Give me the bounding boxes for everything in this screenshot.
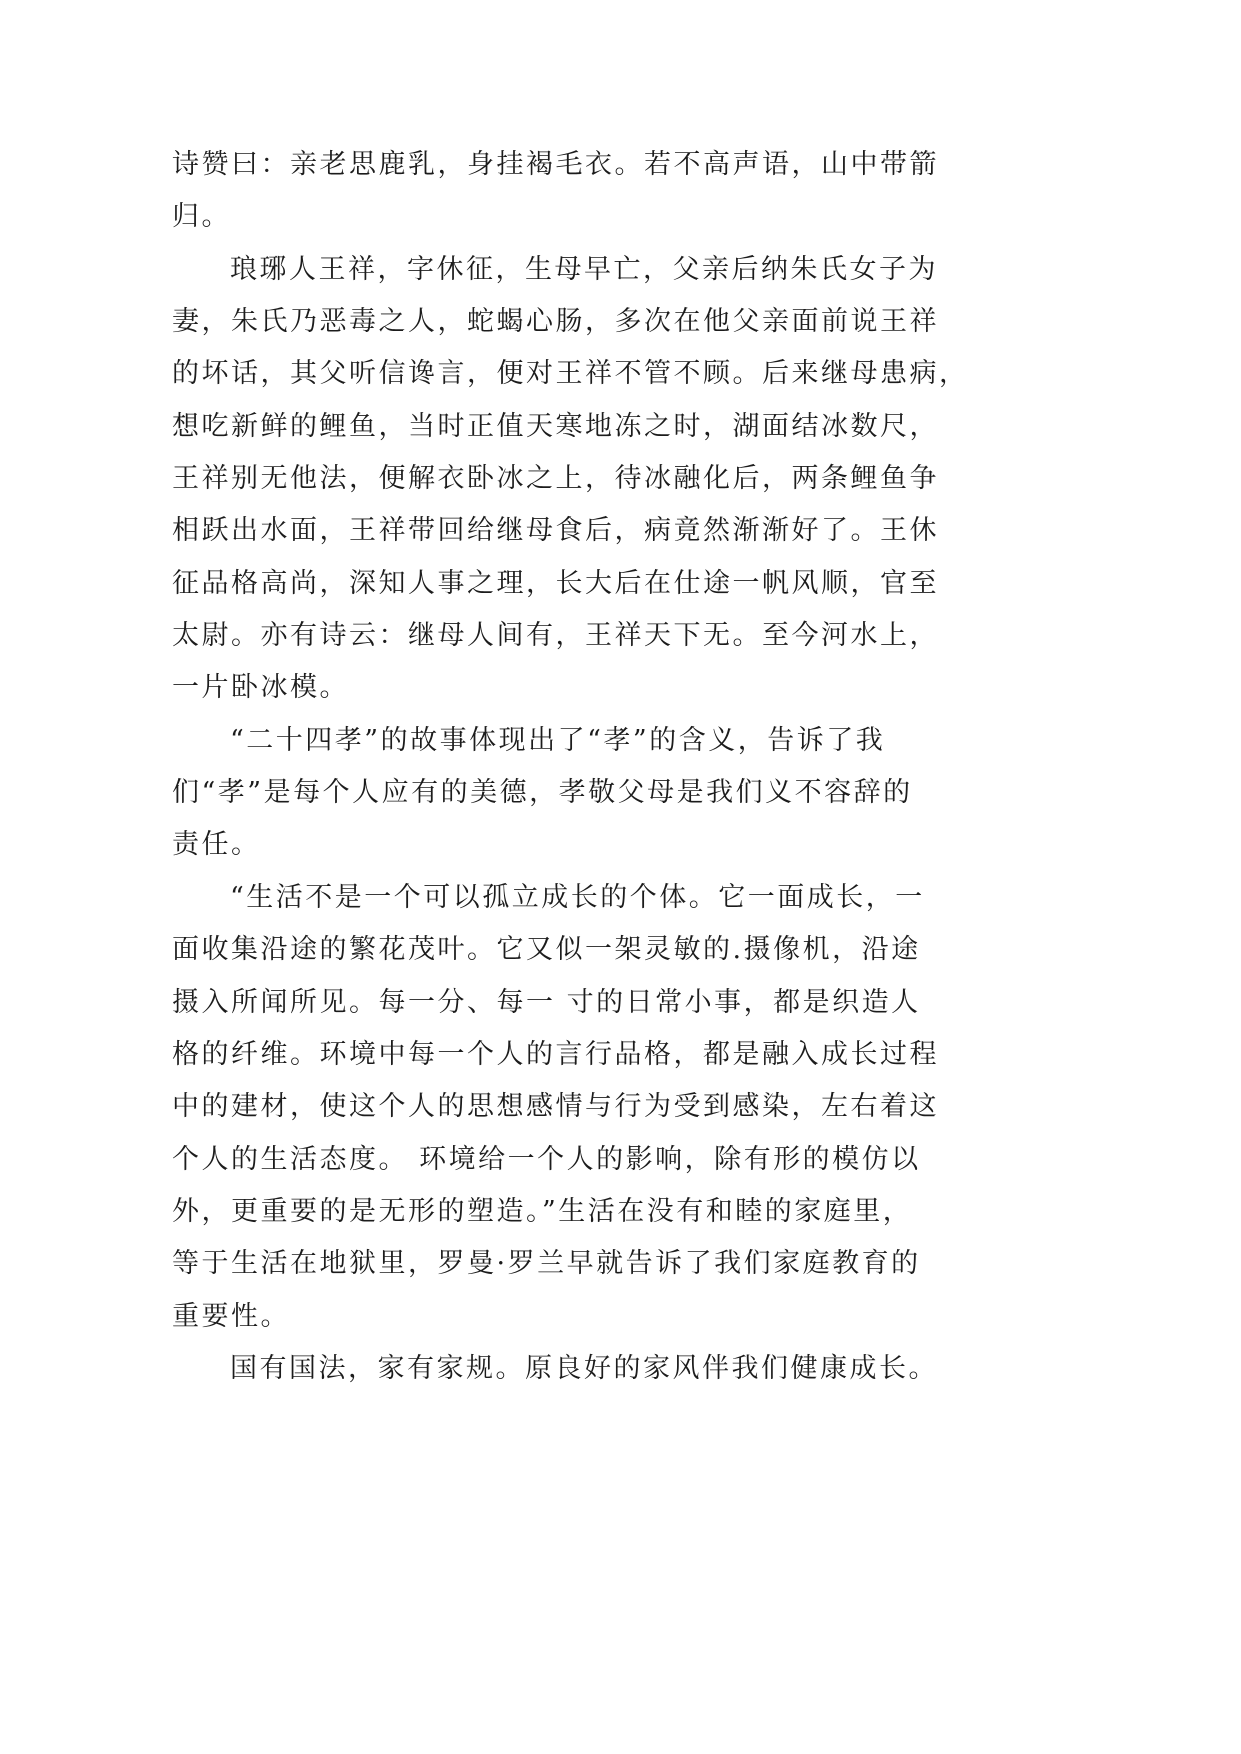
text-line: 王祥别无他法，便解衣卧冰之上，待冰融化后，两条鲤鱼争 (172, 463, 939, 495)
text-line: 责任。 (172, 829, 261, 861)
text-line: 重要性。 (172, 1300, 290, 1332)
text-line: 一片卧冰模。 (172, 672, 349, 704)
text-line: 面收集沿途的繁花茂叶。它又似一架灵敏的.摄像机，沿途 (172, 934, 921, 966)
text-line: 们“孝”是每个人应有的美德，孝敬父母是我们义不容辞的 (172, 777, 913, 809)
text-line: 归。 (172, 201, 231, 233)
text-line: 格的纤维。环境中每一个人的言行品格，都是融入成长过程 (172, 1038, 939, 1070)
text-line: 摄入所闻所见。每一分、每一 寸的日常小事，都是织造人 (172, 986, 921, 1018)
text-line: 相跃出水面，王祥带回给继母食后，病竟然渐渐好了。王休 (172, 515, 939, 547)
text-line: 征品格高尚，深知人事之理，长大后在仕途一帆风顺，官至 (172, 567, 939, 599)
text-line: 琅琊人王祥，字休征，生母早亡，父亲后纳朱氏女子为 (230, 253, 938, 285)
paragraph (172, 139, 1172, 244)
text-line: 的坏话，其父听信谗言，便对王祥不管不顾。后来继母患病， (172, 358, 969, 390)
text-line: 诗赞曰：亲老思鹿乳，身挂褐毛衣。若不高声语，山中带箭 (172, 149, 939, 180)
text-line: 个人的生活态度。 环境给一个人的影响，除有形的模仿以 (172, 1143, 921, 1175)
paragraph (172, 244, 1172, 715)
text-line: 外，更重要的是无形的塑造。”生活在没有和睦的家庭里， (172, 1195, 913, 1227)
paragraph (172, 872, 1172, 1343)
text-line: 妻，朱氏乃恶毒之人，蛇蝎心肠，多次在他父亲面前说王祥 (172, 306, 939, 338)
text-line: 等于生活在地狱里，罗曼·罗兰早就告诉了我们家庭教育的 (172, 1248, 921, 1280)
text-line: 国有国法，家有家规。原良好的家风伴我们健康成长。 (230, 1352, 938, 1384)
text-line: 太尉。亦有诗云：继母人间有，王祥天下无。至今河水上， (172, 620, 939, 652)
text-line: “生活不是一个可以孤立成长的个体。它一面成长，一 (230, 881, 925, 913)
paragraph (172, 715, 1172, 872)
text-line: 中的建材，使这个人的思想感情与行为受到感染，左右着这 (172, 1091, 939, 1123)
text-line: 想吃新鲜的鲤鱼，当时正值天寒地冻之时，湖面结冰数尺， (172, 410, 939, 442)
document-body (172, 139, 1172, 1395)
paragraph (172, 1343, 1172, 1395)
text-line: “二十四孝”的故事体现出了“孝”的含义，告诉了我 (230, 724, 886, 756)
